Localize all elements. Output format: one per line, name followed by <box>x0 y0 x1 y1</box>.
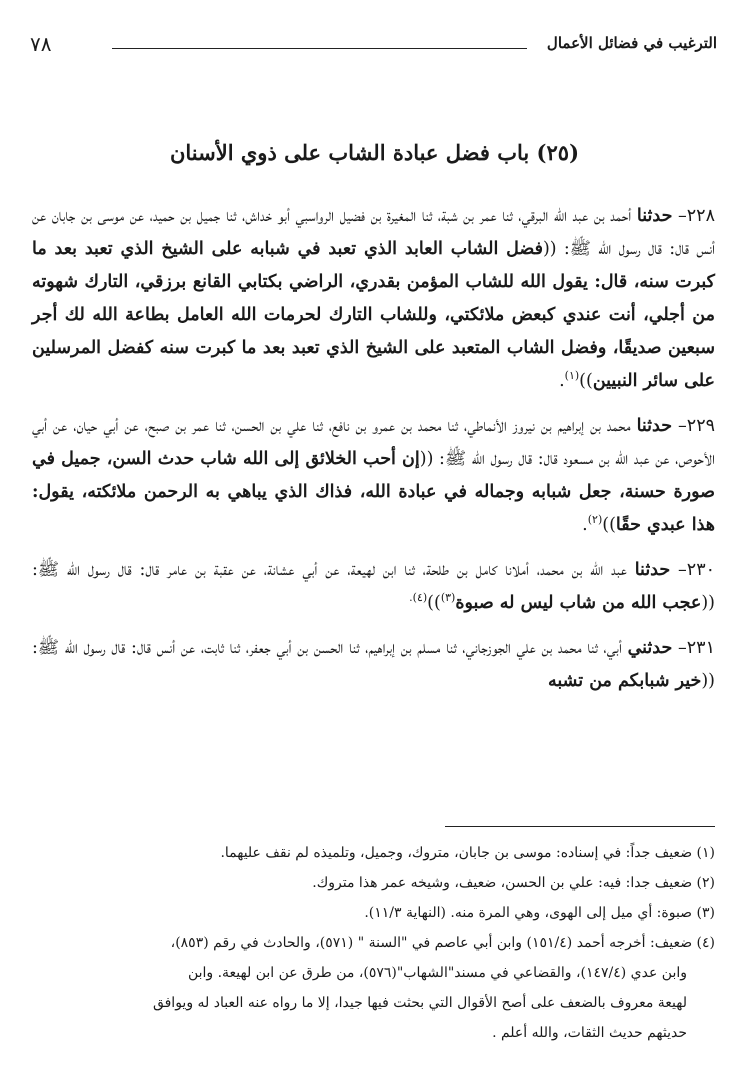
footnote-4: (٤) ضعيف: أخرجه أحمد (١٥١/٤) وابن أبي عاصم في "السنة " (٥٧١)، والحادث في رقم (٨٥٣)، <box>170 935 715 951</box>
hadith-isnad: أحمد بن عبد الله البرقي، ثنا عمر بن شبة، ثنا المغيرة بن فضيل الرواسبي أبو خداش، ثنا جميل بن حميد، عن موسى بن جابان عن أنس قال: قال رسول الله ﷺ: (( <box>32 206 715 259</box>
running-title: الترغيب في فضائل الأعمال <box>546 34 717 52</box>
footnotes <box>32 838 715 1048</box>
hadith-isnad: أبي، ثنا محمد بن علي الجوزجاني، ثنا مسلم بن إبراهيم، ثنا الحسن بن أبي جعفر، ثنا ثابت، عن أنس قال: قال رسول الله ﷺ: (( <box>32 638 715 691</box>
hadith-228 <box>32 200 715 398</box>
footnote-4-line-2: وابن عدي (١٤٧/٤)، والقضاعي في مسند"الشهاب"(٥٧٦)، من طرق عن ابن لهيعة. وابن <box>187 965 687 981</box>
hadith-close: )) <box>579 371 593 391</box>
footnote-4-line-3: لهيعة معروف بالضعف على أصح الأقوال التي بحثت فيها جيدا، إلا ما رواه عنه العباد له ويوافق <box>152 995 687 1011</box>
footnote-ref: (١) <box>564 369 580 383</box>
hadith-matn: فضل الشاب العابد الذي تعبد في شبابه على الشيخ الذي تعبد بعد ما كبرت سنه، قال: يقول الله للشاب المؤمن بقدري، الراضي بكتابي القانع برزقي، التارك شهوته من أجلي، أنت عندي كبعض ملائكتي، وللشاب التارك لحرمات الله العامل بطاعة الله لك أجر سبعين صديقًا، وفضل الشاب المتعبد على الشيخ الذي تعبد بعد ما كبرت سنه كفضل المرسلين على سائر النبيين <box>32 239 715 391</box>
hadith-lead: حدثنا <box>636 206 673 226</box>
hadith-matn: إن أحب الخلائق إلى الله شاب حدث السن، جميل في صورة حسنة، جعل شبابه وجماله في عبادة الله، فذاك الذي يباهي به الرحمن ملائكته، يقول: هذا عبدي حقًا <box>32 449 715 535</box>
hadith-matn: خير شبابكم من تشبه <box>548 671 702 691</box>
hadith-end: . <box>559 371 565 391</box>
hadith-lead: حدثنا <box>634 560 671 580</box>
page-number: ٧٨ <box>30 32 52 56</box>
hadith-lead: حدثني <box>627 638 673 658</box>
hadith-body <box>32 200 715 710</box>
hadith-lead: حدثنا <box>636 416 673 436</box>
hadith-231 <box>32 632 715 698</box>
hadith-close: )) <box>602 515 616 535</box>
hadith-number: ٢٢٨– <box>678 206 715 226</box>
hadith-end: . <box>582 515 588 535</box>
hadith-number: ٢٣١– <box>678 638 715 658</box>
hadith-230 <box>32 554 715 620</box>
footnote-ref-end: (٤). <box>409 591 428 605</box>
footnote-1: (١) ضعيف جداً: في إسناده: موسى بن جابان، متروك، وجميل، وتلميذه لم نقف عليهما. <box>220 845 715 861</box>
hadith-isnad: محمد بن إبراهيم بن نيروز الأنماطي، ثنا محمد بن عمرو بن نافع، ثنا علي بن الحسن، ثنا عمر بن صبح، عن أبي حيان، عن أبي الأحوص، عن عبد الله بن مسعود قال: قال رسول الله ﷺ: (( <box>32 416 715 469</box>
hadith-number: ٢٣٠– <box>678 560 715 580</box>
footnote-3: (٣) صبوة: أي ميل إلى الهوى، وهي المرة منه. (النهاية ١١/٣). <box>364 905 715 921</box>
footnote-2: (٢) ضعيف جدا: فيه: علي بن الحسن، ضعيف، وشيخه عمر هذا متروك. <box>312 875 715 891</box>
footnote-ref: (٢) <box>587 513 603 527</box>
hadith-229 <box>32 410 715 542</box>
running-header <box>30 34 717 64</box>
footnote-ref: (٣) <box>440 591 456 605</box>
hadith-isnad: عبد الله بن محمد، أملانا كامل بن طلحة، ثنا ابن لهيعة، عن أبي عشانة، عن عقبة بن عامر قال: قال رسول الله ﷺ: (( <box>32 560 715 613</box>
chapter-title: (٢٥) باب فضل عبادة الشاب على ذوي الأسنان <box>169 140 579 165</box>
footnote-4-line-4: حديثهم حديث الثقات، والله أعلم . <box>492 1025 687 1041</box>
hadith-number: ٢٢٩– <box>678 416 715 436</box>
footnote-rule <box>445 826 715 827</box>
hadith-matn: عجب الله من شاب ليس له صبوة <box>455 593 702 613</box>
hadith-close: )) <box>427 593 441 613</box>
header-rule <box>112 48 527 49</box>
